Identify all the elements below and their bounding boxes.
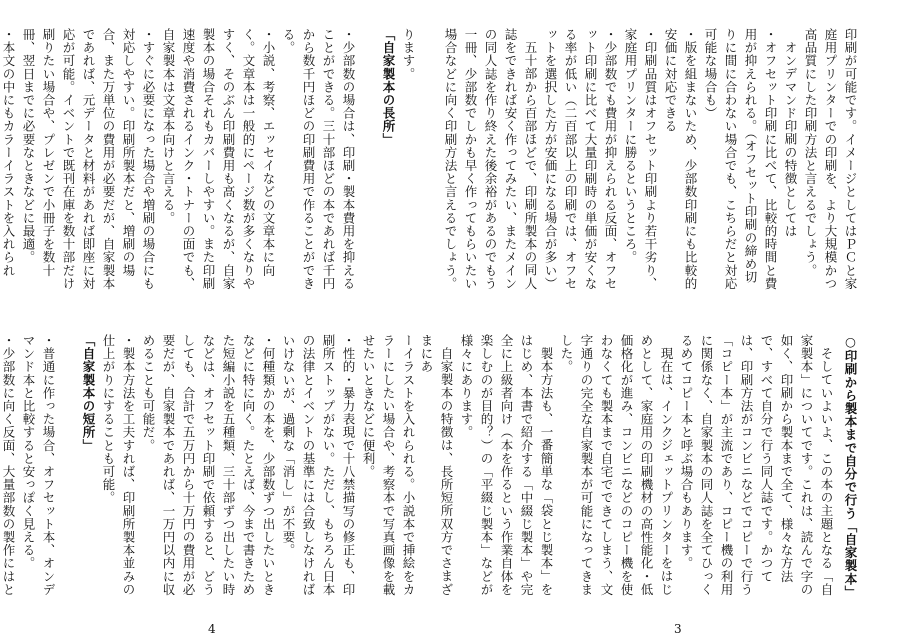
body-paragraph: 製本方法も、一番簡単な「袋とじ製本」をはじめ、本書で紹介する「中綴じ製本」や完全に上級者向け（本を作るという作業自体を楽しむのが目的？）の「平綴じ製本」などが様々にあります。 bbox=[459, 334, 554, 596]
body-paragraph: 現在は、インクジェットプリンターをはじめとして、家庭用の印刷機材の高性能化・低価格化が進み、コンビニなどのコピー機を使わなくても製本まで自宅でできてしまう、文字通りの完全な自家製本が可能になってきました。 bbox=[559, 334, 674, 596]
section-heading-demerits: 「自家製本の短所」 bbox=[81, 334, 96, 452]
merit-item: ・すぐに必要になった場合や増刷の場合にも対応しやすい。印刷所製本だと、増刷の場合、また万単位の費用が必要だが、自家製本であれば、元データと材料があれば即座に対応が可能。イベントで既刊在庫を数十部だけ刷りたい場合や、プレゼンで小冊子を数十冊、翌日までに必要なときなどに最適。 bbox=[21, 28, 156, 290]
feature-item: ・少部数でも費用が抑えられる反面、オフセット印刷に比べて大量印刷時の単価が安くなる率が低い（二百部以上の印刷では、オフセットを選択した方が安価になる場合が多い） bbox=[543, 28, 618, 290]
body-paragraph: 自家製本の特徴は、長所短所双方でさまざまにあ bbox=[419, 334, 454, 596]
right-page-top-tier bbox=[443, 28, 860, 296]
merit-item: ーイラストを入れられる。小説本で挿絵をカラーにしたい場合や、考察本で写真画像を載せたいときなどに便利。 bbox=[361, 334, 416, 596]
merit-item: ・少部数の場合は、印刷・製本費用を抑えることができる。三十部ほどの本であれば千円から数千円ほどの印刷費用で作ることができる。 bbox=[281, 28, 356, 290]
body-paragraph: 印刷が可能です。イメージとしてはＰＣと家庭用プリンターでの印刷を、より大規模かつ高品質にした印刷方法と言えるでしょう。 bbox=[803, 28, 858, 290]
merit-item: ・本文の中にもカラーイラストを入れられ bbox=[1, 28, 16, 277]
section-heading-self-binding: ○印刷から製本まで自分で行う「自家製本」 bbox=[843, 334, 858, 599]
demerit-item: ・少部数に向く反面、大量部数の製作にはと bbox=[1, 334, 16, 596]
merit-item: ・何種類かの本を、少部数ずつ出したいときなどに特に向く。たとえば、今まで書きためた短編小説を五種類、三十部ずつ出したい時などは、オフセット印刷で依頼すると、どうしても、合計で五万円から十万円の費用が必要だが、自家製本であれば、一万円以内に収めることも可能だ。 bbox=[141, 334, 276, 596]
right-page bbox=[419, 0, 900, 643]
page-number: 4 bbox=[208, 622, 216, 636]
merit-item: ・製本方法を工夫すれば、印刷所製本並みの仕上がりにすることも可能。 bbox=[101, 334, 136, 596]
right-page-bottom-tier bbox=[419, 334, 860, 608]
merit-item: ・性的・暴力表現で十八禁描写の修正も、印刷所ストップがない。ただし、もちろん日本の法律とイベントの基準には合致しなければいけないが、過剰な「消し」が不要。 bbox=[281, 334, 356, 596]
body-paragraph: 五十部から百部ほどで、印刷所製本の同人誌をできれば安く作ってみたい、またメインの同人誌を作り終えた後余裕があるのでもう一冊、少部数でしかも早く作ってもらいたい場合などに向く印刷方法と言えるでしょう。 bbox=[443, 28, 538, 290]
section-heading-merits: 「自家製本の長所」 bbox=[381, 28, 396, 146]
feature-item: ・印刷品質はオフセット印刷より若干劣り、家庭用プリンターに勝るというところ。 bbox=[623, 28, 658, 290]
merit-item: ・小説、考察、エッセイなどの文章本に向く。文章本は一般的にページ数が多くなりやすく、そのぶん印刷費用も高くなるが、自家製本の場合それもカバーしやすい。また印刷速度や消費されるインク・トナーの面でも、自家製本は文章本向けと言える。 bbox=[161, 28, 276, 290]
left-page-bottom-tier bbox=[1, 334, 418, 608]
body-paragraph: そしていよいよ、この本の主題となる「自家製本」についてです。これは、読んで字の如く、印刷から製本まで全て、様々な方法で、すべて自分で行う同人誌です。かつては、印刷方法がコンビニなどでコピーで行う「コピー本」が主流であり、コピー機の利用に関係なく、自家製本の同人誌を全てひっくるめてコピー本と呼ぶ場合もあります。 bbox=[679, 334, 834, 596]
continued-text: ります。 bbox=[401, 28, 416, 81]
feature-item: ・オフセット印刷に比べて、比較的時間と費用が抑えられる。（オフセット印刷の締め切りに間に合わない場合でも、こちらだと対応可能な場合も） bbox=[703, 28, 778, 290]
demerit-item: ・普通に作った場合、オフセット本、オンデマンド本と比較すると安っぽく見える。 bbox=[21, 334, 56, 596]
feature-item: ・版を組まないため、少部数印刷にも比較的安価に対応できる bbox=[663, 28, 698, 290]
body-paragraph: オンデマンド印刷の特徴としては bbox=[783, 40, 798, 237]
left-page-top-tier bbox=[1, 28, 418, 296]
page-number: 3 bbox=[674, 622, 682, 636]
